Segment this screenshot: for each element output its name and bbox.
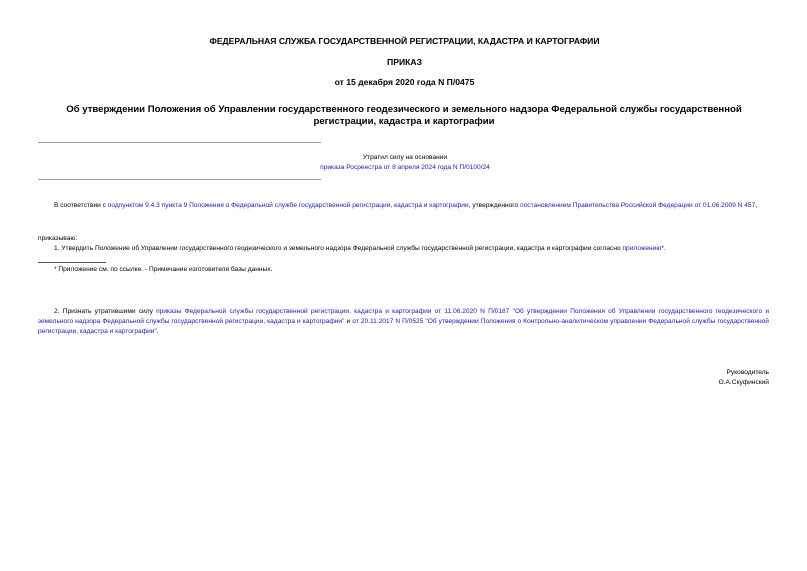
divider-bottom	[38, 179, 321, 180]
appendix-link[interactable]: приложению	[622, 245, 662, 252]
footnote: * Приложение см. по ссылке. - Примечание изготовителя базы данных.	[54, 266, 273, 273]
order-word: приказываю:	[38, 235, 78, 242]
document-type: ПРИКАЗ	[387, 57, 422, 67]
preamble-paragraph	[38, 201, 769, 211]
document-date-number: от 15 декабря 2020 года N П/0475	[334, 77, 475, 87]
signatory-name: О.А.Скуфинский	[718, 379, 769, 386]
item-1-tail: *.	[661, 245, 666, 252]
item-1-text: 1. Утвердить Положение об Управлении государственного геодезического и земельного надзора Федеральной службы государственной регистрации, кадастра и картографии согласно	[54, 245, 623, 252]
agency-name: ФЕДЕРАЛЬНАЯ СЛУЖБА ГОСУДАРСТВЕННОЙ РЕГИСТРАЦИИ, КАДАСТРА И КАРТОГРАФИИ	[209, 36, 600, 46]
footnote-divider	[38, 262, 106, 263]
status-note-text: Утратил силу на основании	[362, 154, 448, 161]
repealed-order-2017-link[interactable]: от 20.11.2017 N П/0525 "Об утверждении Положения о Контрольно-аналитическом управлении Федеральной службы государственной регистрации, кадастра и картографии"	[38, 318, 769, 335]
repealed-orders-link[interactable]: приказы Федеральной службы государственной регистрации, кадастра и картографии от 11.06.2020 N П/0187 "Об утверждении Положения об Управлении государственного геодезического и земельного надзора Федеральной службы государственной регистрации, кадастра и картографии"	[38, 308, 769, 325]
preamble-text-2: , утвержденного	[468, 202, 521, 209]
status-note	[230, 153, 580, 173]
item-1	[54, 244, 769, 254]
item-2-text-3: .	[156, 328, 159, 335]
preamble-text-1: В соответствии с	[54, 202, 108, 209]
government-decree-link[interactable]: постановлением Правительства Российской Федерации от 01.06.2009 N 457	[520, 202, 756, 209]
regulation-subparagraph-link[interactable]: подпунктом 9.4.3 пункта 9 Положения о Федеральной службе государственной регистрации, кадастра и картографии	[107, 202, 469, 209]
signature-block	[500, 368, 769, 388]
document-title: Об утверждении Положения об Управлении государственного геодезического и земельного надзора Федеральной службы государственной регистрации, кадастра и картографии	[66, 104, 742, 127]
item-2-text-2: и	[344, 318, 353, 325]
item-2-text-1: 2. Признать утратившими силу	[54, 308, 157, 315]
preamble-text-3: ,	[755, 202, 758, 209]
repeal-order-link[interactable]: приказа Росреестра от 8 апреля 2024 года N П/0100/24	[320, 164, 490, 171]
item-2	[38, 307, 769, 337]
divider-top	[38, 142, 321, 143]
signatory-position: Руководитель	[726, 369, 769, 376]
